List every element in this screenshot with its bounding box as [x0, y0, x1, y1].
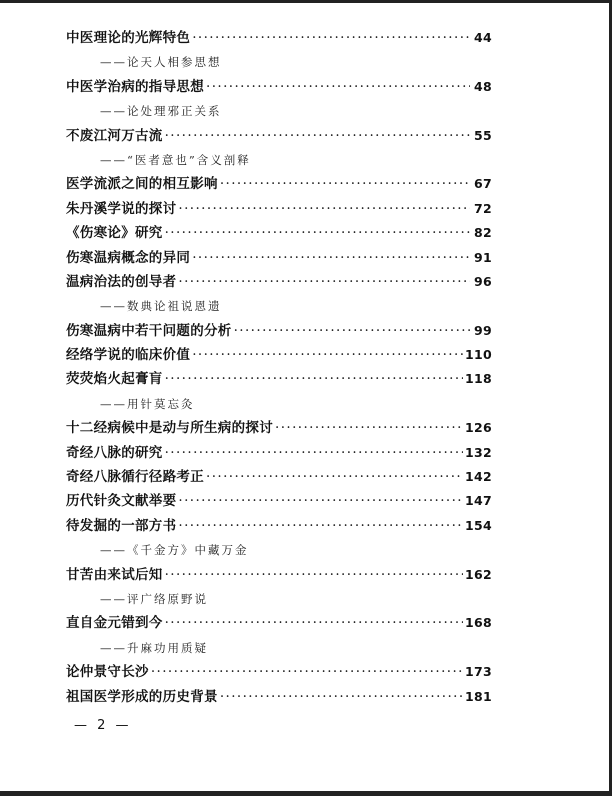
page-border-top — [0, 0, 612, 3]
toc-subtitle: ——升麻功用质疑 — [100, 640, 208, 655]
toc-entry-title: 奇经八脉循行径路考正 — [66, 469, 204, 486]
dot-leader — [165, 563, 463, 587]
dot-leader — [192, 343, 463, 367]
toc-entry-page: 118 — [465, 371, 492, 387]
toc-entry — [66, 221, 492, 245]
table-of-contents — [66, 26, 492, 709]
page-number: — 2 — — [74, 718, 132, 733]
toc-entry-title: 十二经病候中是动与所生病的探讨 — [66, 420, 273, 437]
toc-entry — [66, 197, 492, 221]
toc-entry-page: 44 — [474, 30, 492, 45]
toc-entry-page: 55 — [474, 127, 492, 143]
toc-entry-page: 82 — [474, 225, 492, 241]
toc-entry-title: 历代针灸文献举要 — [66, 493, 177, 510]
toc-subtitle: ——数典论祖说恩遗 — [100, 299, 222, 314]
toc-subtitle: ——《千金方》中藏万金 — [100, 543, 249, 558]
toc-entry — [66, 172, 492, 196]
toc-entry-page: 162 — [465, 566, 492, 582]
toc-entry-title: 朱丹溪学说的探讨 — [66, 200, 177, 217]
toc-entry-title: 奇经八脉的研究 — [66, 444, 163, 461]
dot-leader — [178, 489, 463, 513]
toc-entry-page: 91 — [474, 249, 492, 265]
toc-entry-title: 不废江河万古流 — [66, 127, 163, 144]
toc-entry-title: 伤寒温病概念的异同 — [66, 249, 191, 266]
dot-leader — [178, 514, 463, 538]
toc-entry — [66, 246, 492, 270]
toc-entry-page: 48 — [474, 78, 492, 94]
toc-entry-title: 甘苦由来试后知 — [66, 566, 163, 583]
toc-entry-title: 直自金元错到今 — [66, 615, 163, 632]
dot-leader — [165, 367, 463, 391]
toc-entry-page: 99 — [474, 322, 492, 338]
toc-entry-page: 110 — [465, 347, 492, 363]
toc-entry-page: 132 — [465, 444, 492, 460]
toc-entry — [66, 489, 492, 513]
toc-entry-title: 中医理论的光辉特色 — [66, 30, 191, 46]
toc-entry-title: 论仲景守长沙 — [66, 664, 149, 681]
dot-leader — [220, 685, 463, 709]
toc-subtitle: ——论处理邪正关系 — [100, 104, 222, 119]
dot-leader — [165, 124, 470, 148]
toc-entry — [66, 416, 492, 440]
toc-entry-title: 《伤寒论》研究 — [66, 225, 163, 242]
dot-leader — [275, 416, 463, 440]
toc-entry — [66, 270, 492, 294]
toc-subtitle: ——论天人相参思想 — [100, 55, 222, 70]
toc-entry-title: 经络学说的临床价值 — [66, 347, 191, 364]
toc-entry-page: 181 — [465, 688, 492, 704]
page-border-bottom — [0, 791, 612, 796]
toc-entry-title: 待发掘的一部方书 — [66, 517, 177, 534]
toc-entry — [66, 514, 492, 538]
dot-leader — [206, 75, 470, 99]
toc-entry-title: 中医学治病的指导思想 — [66, 78, 204, 95]
toc-entry — [66, 343, 492, 367]
toc-entry-page: 147 — [465, 493, 492, 509]
dot-leader — [151, 660, 463, 684]
toc-subtitle: ——用针莫忘灸 — [100, 396, 195, 411]
dot-leader — [178, 270, 470, 294]
toc-entry-page: 126 — [465, 420, 492, 436]
toc-entry — [66, 319, 492, 343]
toc-entry-title: 温病治法的创导者 — [66, 273, 177, 290]
toc-entry — [66, 563, 492, 587]
dot-leader — [192, 246, 470, 270]
toc-entry-page: 154 — [465, 517, 492, 533]
toc-entry-page: 72 — [474, 200, 492, 216]
toc-subtitle: ——“医者意也”含义剖释 — [100, 152, 251, 167]
toc-entry — [66, 611, 492, 635]
dot-leader — [220, 172, 470, 196]
toc-entry-page: 142 — [465, 469, 492, 485]
dot-leader — [192, 26, 470, 50]
toc-entry-title: 祖国医学形成的历史背景 — [66, 688, 218, 705]
toc-entry-page: 173 — [465, 664, 492, 680]
toc-entry — [66, 26, 492, 50]
toc-entry-page: 168 — [465, 615, 492, 631]
toc-entry-page: 96 — [474, 273, 492, 289]
toc-entry-title: 伤寒温病中若干问题的分析 — [66, 322, 232, 339]
toc-entry — [66, 367, 492, 391]
toc-entry-page: 67 — [474, 176, 492, 192]
dot-leader — [165, 441, 463, 465]
toc-entry-title: 医学流派之间的相互影响 — [66, 176, 218, 193]
toc-entry — [66, 465, 492, 489]
dot-leader — [178, 197, 470, 221]
dot-leader — [206, 465, 463, 489]
dot-leader — [165, 221, 470, 245]
toc-entry — [66, 685, 492, 709]
toc-entry — [66, 441, 492, 465]
toc-entry — [66, 124, 492, 148]
dot-leader — [165, 611, 463, 635]
toc-entry — [66, 75, 492, 99]
toc-entry — [66, 660, 492, 684]
dot-leader — [234, 319, 470, 343]
toc-entry-title: 荧荧焰火起膏肓 — [66, 371, 163, 388]
toc-subtitle: ——评广络原野说 — [100, 591, 208, 606]
